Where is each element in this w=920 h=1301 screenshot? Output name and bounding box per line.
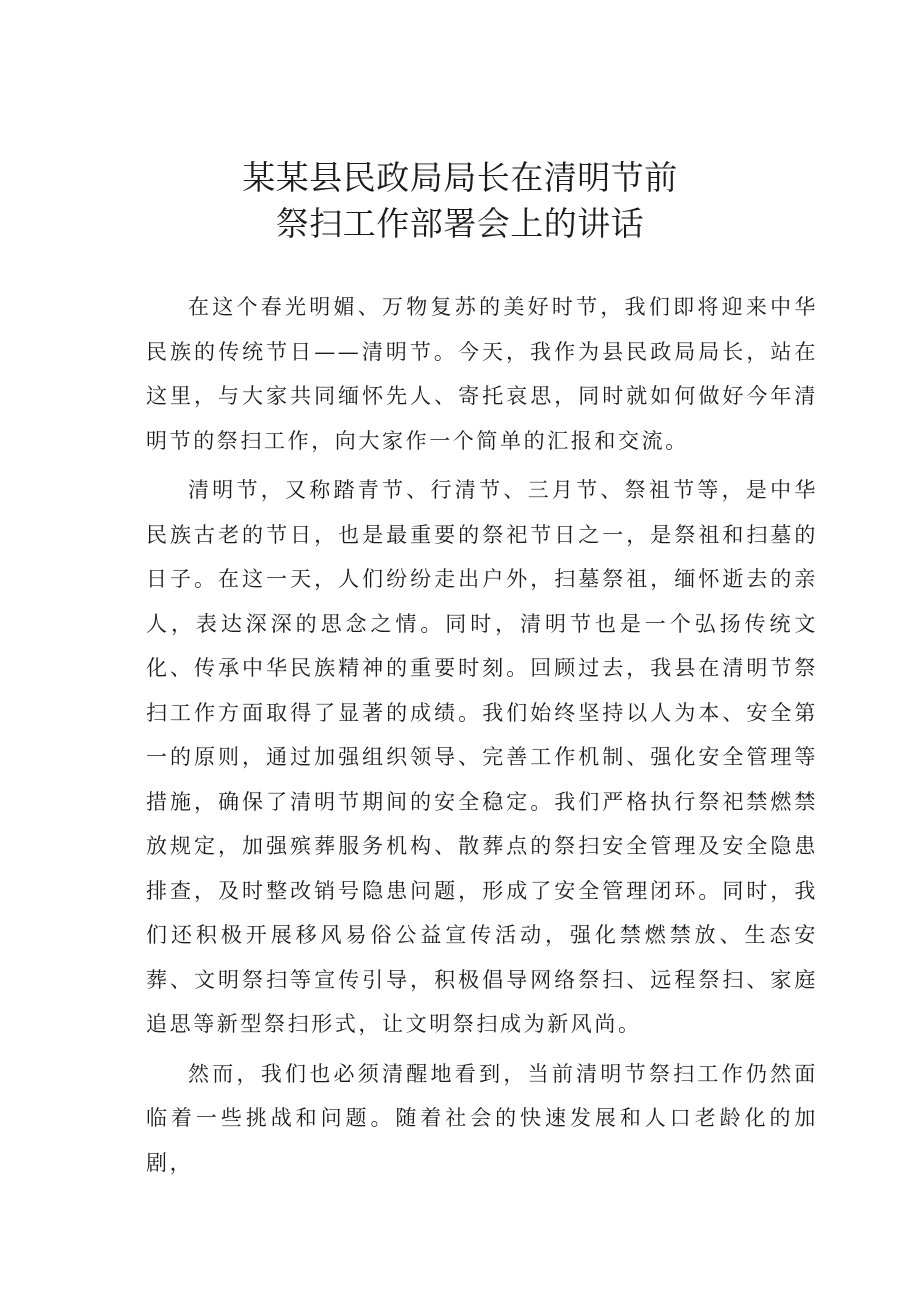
paragraph-1: 在这个春光明媚、万物复苏的美好时节，我们即将迎来中华民族的传统节日——清明节。今天，我作为县民政局局长，站在这里，与大家共同缅怀先人、寄托哀思，同时就如何做好今年清明节的祭扫工作，向大家作一个简单的汇报和交流。 (146, 295, 818, 453)
document-title (0, 155, 920, 247)
title-line-1: 某某县民政局局长在清明节前 (242, 158, 678, 197)
paragraph-3: 然而，我们也必须清醒地看到，当前清明节祭扫工作仍然面临着一些挑战和问题。随着社会的快速发展和人口老龄化的加剧， (146, 1061, 818, 1175)
paragraph-2: 清明节，又称踏青节、行清节、三月节、祭祖节等，是中华民族古老的节日，也是最重要的祭祀节日之一，是祭祖和扫墓的日子。在这一天，人们纷纷走出户外，扫墓祭祖，缅怀逝去的亲人，表达深深的思念之情。同时，清明节也是一个弘扬传统文化、传承中华民族精神的重要时刻。回顾过去，我县在清明节祭扫工作方面取得了显著的成绩。我们始终坚持以人为本、安全第一的原则，通过加强组织领导、完善工作机制、强化安全管理等措施，确保了清明节期间的安全稳定。我们严格执行祭祀禁燃禁放规定，加强殡葬服务机构、散葬点的祭扫安全管理及安全隐患排查，及时整改销号隐患问题，形成了安全管理闭环。同时，我们还积极开展移风易俗公益宣传活动，强化禁燃禁放、生态安葬、文明祭扫等宣传引导，积极倡导网络祭扫、远程祭扫、家庭追思等新型祭扫形式，让文明祭扫成为新风尚。 (146, 478, 818, 1036)
title-line-2: 祭扫工作部署会上的讲话 (275, 204, 645, 243)
document-body (146, 285, 818, 1190)
